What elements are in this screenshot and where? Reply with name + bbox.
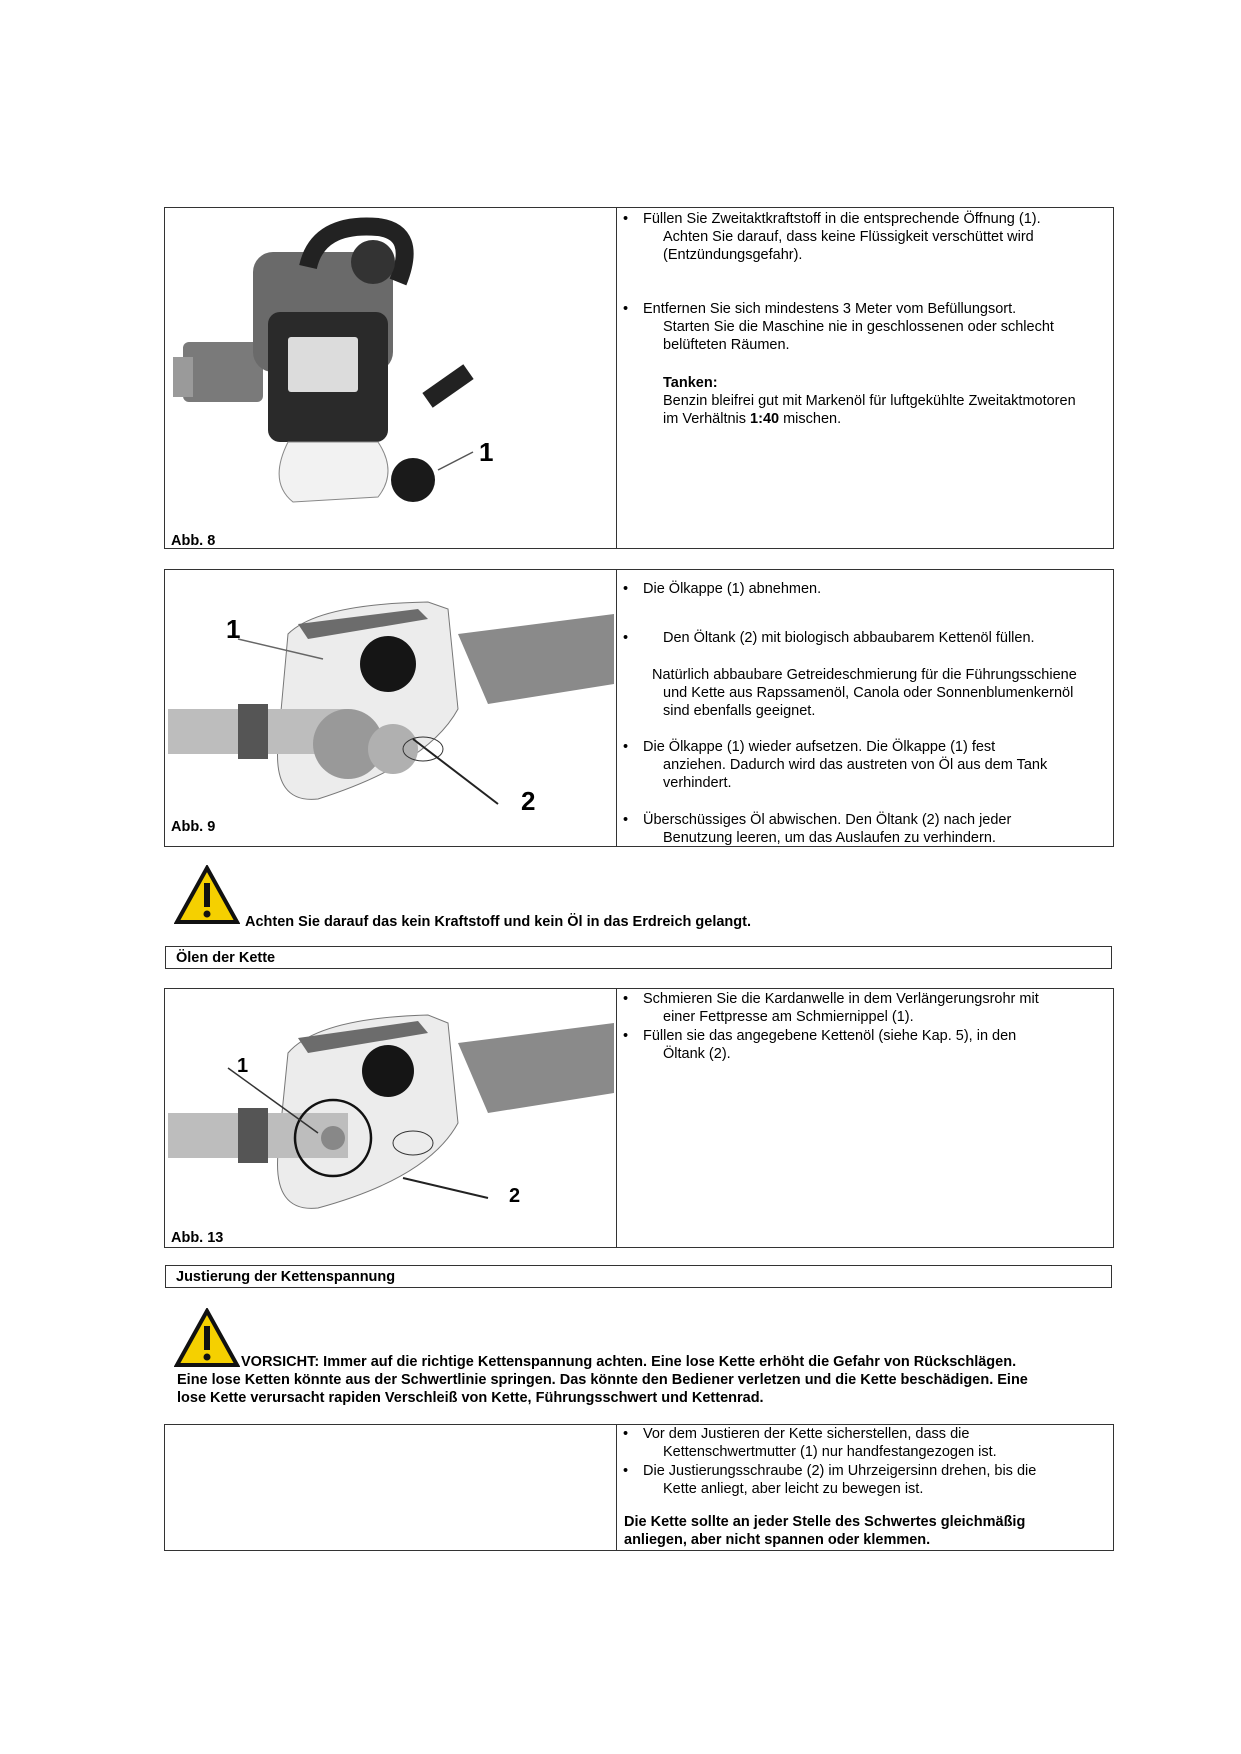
bullet-icon: •	[623, 630, 629, 646]
bullet-icon: •	[623, 1028, 629, 1044]
s4-bullet-1: • Vor dem Justieren der Kette sicherstellen, dass die Kettenschwertmutter (1) nur handfestangezogen ist.	[623, 1426, 997, 1460]
bullet-icon: •	[623, 301, 629, 317]
section-1-divider	[616, 207, 617, 549]
section-3-divider	[616, 988, 617, 1248]
bullet-icon: •	[623, 581, 629, 597]
callout-1: 1	[237, 1055, 249, 1077]
figure-caption-abb9: Abb. 9	[171, 819, 216, 835]
s4-bullet-2: • Die Justierungsschraube (2) im Uhrzeigersinn drehen, bis die Kette anliegt, aber leicht zu bewegen ist.	[623, 1463, 1037, 1497]
warning-chain-line-3: lose Kette verursacht rapiden Verschleiß von Kette, Führungsschwert und Kettenrad.	[177, 1390, 764, 1406]
callout-2: 2	[521, 786, 536, 816]
callout-1: 1	[226, 614, 241, 644]
warning-chain-line-2: Eine lose Ketten könnte aus der Schwertlinie springen. Das könnte den Bediener verletzen und die Kette beschädigen. Eine	[177, 1372, 1028, 1388]
s1-bullet-2: • Entfernen Sie sich mindestens 3 Meter vom Befüllungsort. Starten Sie die Maschine nie in geschlossenen oder schlecht belüfteten Räumen.	[623, 301, 1054, 353]
s3-bullet-2: • Füllen sie das angegebene Kettenöl (siehe Kap. 5), in den Öltank (2).	[623, 1028, 1017, 1062]
bullet-icon: •	[623, 991, 629, 1007]
s4-bold-note-2: anliegen, aber nicht spannen oder klemmen.	[624, 1532, 931, 1548]
bullet-icon: •	[623, 812, 629, 828]
s2-bullet-4: • Überschüssiges Öl abwischen. Den Öltank (2) nach jeder Benutzung leeren, um das Auslaufen zu verhindern.	[623, 812, 1012, 846]
section-2-divider	[616, 569, 617, 847]
tanken-heading: Tanken:	[663, 375, 718, 391]
s2-para-3: sind ebenfalls geeignet.	[663, 703, 816, 719]
section-4-divider	[616, 1424, 617, 1551]
s4-bold-note-1: Die Kette sollte an jeder Stelle des Schwertes gleichmäßig	[624, 1514, 1026, 1530]
oil-tank-illustration-abb9	[168, 574, 614, 814]
callout-2: 2	[509, 1185, 521, 1207]
figure-caption-abb13: Abb. 13	[171, 1230, 224, 1246]
bullet-icon: •	[623, 1426, 629, 1442]
bullet-icon: •	[623, 1463, 629, 1479]
warning-triangle-icon	[174, 865, 240, 925]
section-header-oelen: Ölen der Kette	[165, 946, 1112, 969]
warning-chain-line-1: VORSICHT: Immer auf die richtige Kettenspannung achten. Eine lose Kette erhöht die Gefahr von Rückschlägen.	[241, 1354, 1017, 1370]
oil-tank-illustration-abb13	[168, 993, 614, 1223]
s2-bullet-3: • Die Ölkappe (1) wieder aufsetzen. Die Ölkappe (1) fest anziehen. Dadurch wird das austreten von Öl aus dem Tank verhindert.	[623, 739, 1048, 791]
bullet-icon: •	[623, 739, 629, 755]
s2-para-2: und Kette aus Rapssamenöl, Canola oder Sonnenblumenkernöl	[663, 685, 1074, 701]
tanken-line-2: im Verhältnis 1:40 mischen.	[663, 411, 842, 427]
s1-bullet-1: • Füllen Sie Zweitaktkraftstoff in die entsprechende Öffnung (1). Achten Sie darauf, dass keine Flüssigkeit verschüttet wird (Entzündungsgefahr).	[623, 211, 1041, 263]
s3-bullet-1: • Schmieren Sie die Kardanwelle in dem Verlängerungsrohr mit einer Fettpresse am Schmiernippel (1).	[623, 991, 1039, 1025]
figure-caption-abb8: Abb. 8	[171, 533, 216, 549]
warning-triangle-icon	[174, 1308, 240, 1368]
bullet-icon: •	[623, 211, 629, 227]
warning-soil: Achten Sie darauf das kein Kraftstoff und kein Öl in das Erdreich gelangt.	[245, 914, 751, 930]
section-header-justierung: Justierung der Kettenspannung	[165, 1265, 1112, 1288]
s2-bullet-1: • Die Ölkappe (1) abnehmen.	[623, 581, 822, 597]
s2-para-1: Natürlich abbaubare Getreideschmierung für die Führungsschiene	[652, 667, 1077, 683]
engine-illustration	[168, 212, 614, 537]
tanken-line-1: Benzin bleifrei gut mit Markenöl für luftgekühlte Zweitaktmotoren	[663, 393, 1076, 409]
s2-bullet-2: • Den Öltank (2) mit biologisch abbaubarem Kettenöl füllen.	[623, 630, 1035, 646]
callout-1: 1	[479, 437, 494, 467]
